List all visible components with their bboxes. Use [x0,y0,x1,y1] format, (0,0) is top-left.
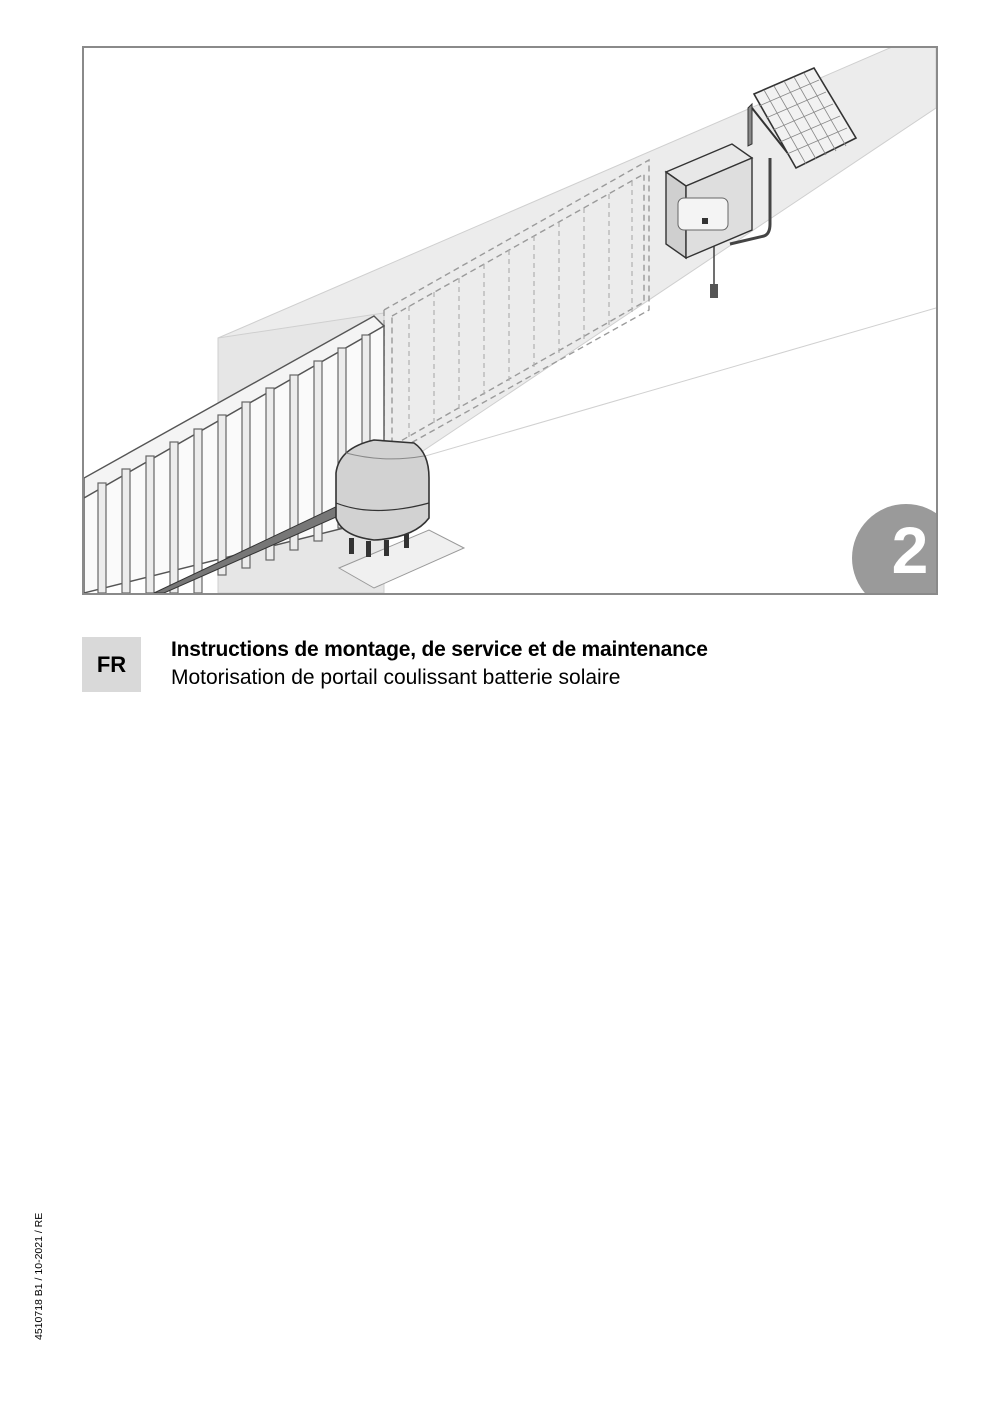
doc-reference-container [33,1180,47,1340]
document-title: Instructions de montage, de service et de maintenance [171,638,708,661]
sliding-gate-illustration [84,48,936,593]
figure-number: 2 [891,513,929,587]
language-badge: FR [82,637,141,692]
illustration-figure [82,46,938,595]
doc-reference: 4510718 B1 / 10-2021 / RE [33,1212,45,1340]
document-subtitle: Motorisation de portail coulissant batterie solaire [171,666,621,689]
